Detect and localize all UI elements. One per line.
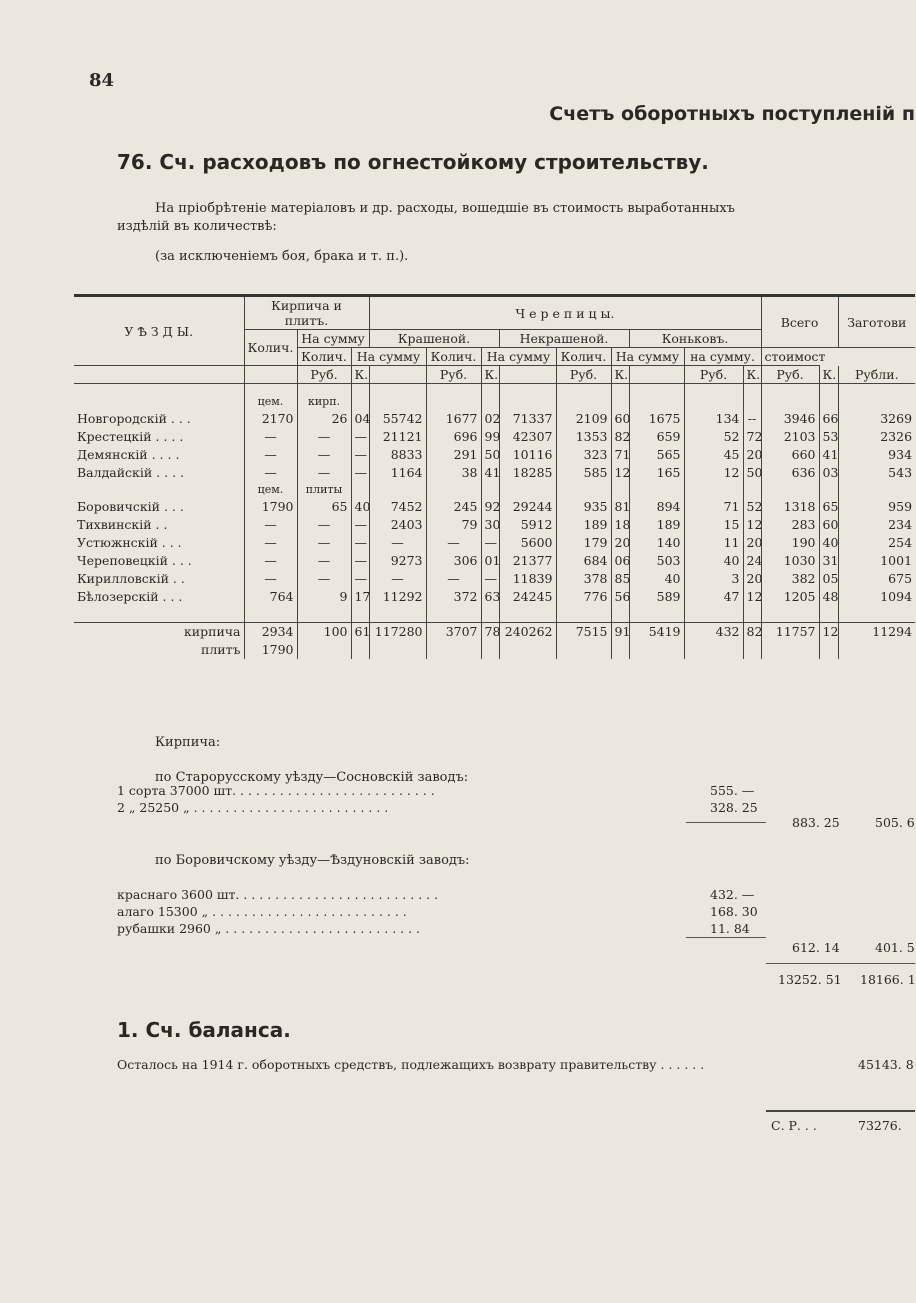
table-cell: — bbox=[351, 516, 369, 534]
table-cell: — bbox=[369, 534, 426, 552]
table-row bbox=[74, 498, 915, 516]
material-label: кирп. bbox=[297, 394, 351, 410]
header-kop-3: К. bbox=[611, 366, 629, 384]
table-cell: 190 bbox=[761, 534, 819, 552]
table-cell: 41 bbox=[481, 464, 499, 482]
table-cell: 306 bbox=[426, 552, 481, 570]
table-cell: 40 bbox=[629, 570, 684, 588]
table-cell: 3707 bbox=[426, 623, 481, 642]
table-cell: 589 bbox=[629, 588, 684, 606]
table-cell: — bbox=[244, 534, 297, 552]
section2-title: 1. Сч. баланса. bbox=[117, 1018, 291, 1042]
table-cell: 378 bbox=[556, 570, 611, 588]
header-konk-kolich: Колич. bbox=[556, 348, 611, 366]
table-cell: 684 bbox=[556, 552, 611, 570]
table-cell: — bbox=[297, 534, 351, 552]
table-cell: 959 bbox=[838, 498, 915, 516]
table-row bbox=[74, 464, 915, 482]
borovich-cost: 401. 5 bbox=[875, 940, 915, 955]
table-cell: 06 bbox=[611, 552, 629, 570]
header-kr-kolich: Колич. bbox=[297, 348, 351, 366]
table-cell bbox=[611, 641, 629, 659]
total-row bbox=[74, 623, 915, 642]
table-cell: 71 bbox=[611, 446, 629, 464]
item-name: краснаго 3600 шт. . . . . . . . . . . . . . . . . . . . . . . . . . bbox=[117, 887, 439, 902]
table-cell: 71337 bbox=[499, 410, 556, 428]
table-cell: 11 bbox=[684, 534, 743, 552]
table-cell: — bbox=[351, 570, 369, 588]
table-cell: 659 bbox=[629, 428, 684, 446]
table-cell: 82 bbox=[611, 428, 629, 446]
table-cell: 52 bbox=[743, 498, 761, 516]
table-cell: 1094 bbox=[838, 588, 915, 606]
group-label-cem-kirp bbox=[74, 394, 915, 410]
staroruss-cost: 505. 6 bbox=[875, 815, 915, 830]
table-cell: 31 bbox=[819, 552, 838, 570]
table-cell: 85 bbox=[611, 570, 629, 588]
table-cell: — bbox=[297, 428, 351, 446]
table-cell: 50 bbox=[481, 446, 499, 464]
table-cell: 11294 bbox=[838, 623, 915, 642]
uezd-name: Валдайскій . . . . bbox=[77, 465, 184, 480]
item-amount: 168. 30 bbox=[710, 904, 758, 919]
table-cell: 12 bbox=[611, 464, 629, 482]
table-cell: — bbox=[369, 570, 426, 588]
table-cell: 18285 bbox=[499, 464, 556, 482]
table-cell: 05 bbox=[819, 570, 838, 588]
table-cell bbox=[819, 641, 838, 659]
table-cell: 5419 bbox=[629, 623, 684, 642]
table-cell: 100 bbox=[297, 623, 351, 642]
table-cell: — bbox=[351, 534, 369, 552]
table-cell: 503 bbox=[629, 552, 684, 570]
table-cell: 5600 bbox=[499, 534, 556, 552]
table-cell: 7452 bbox=[369, 498, 426, 516]
table-cell: 24 bbox=[743, 552, 761, 570]
header-kop-1: К. bbox=[351, 366, 369, 384]
table-cell: 432 bbox=[684, 623, 743, 642]
header-krashenoy: Крашеной. bbox=[369, 330, 499, 348]
header-konk-summa: На сумму bbox=[611, 348, 684, 366]
intro-note: (за исключеніемъ боя, брака и т. п.). bbox=[155, 249, 409, 264]
table-cell: 675 bbox=[838, 570, 915, 588]
kirpicha-label: Кирпича: bbox=[155, 735, 221, 750]
table-cell: 92 bbox=[481, 498, 499, 516]
header-kirpich-kolich: Колич. bbox=[244, 330, 297, 366]
header-kirpich: Кирпича и плитъ. bbox=[244, 296, 369, 330]
page-number: 84 bbox=[89, 70, 115, 91]
table-cell: 21121 bbox=[369, 428, 426, 446]
materials-table bbox=[74, 294, 915, 659]
table-cell: 03 bbox=[819, 464, 838, 482]
table-cell: 52 bbox=[684, 428, 743, 446]
table-cell: 165 bbox=[629, 464, 684, 482]
balance-line: Осталось на 1914 г. оборотныхъ средствъ, подлежащихъ возврату правительству . . . . . . bbox=[117, 1057, 705, 1072]
table-cell: — bbox=[297, 516, 351, 534]
table-cell: 323 bbox=[556, 446, 611, 464]
uezd-name: Тихвинскій . . bbox=[77, 517, 168, 532]
table-cell: 11292 bbox=[369, 588, 426, 606]
material-label: плиты bbox=[297, 482, 351, 498]
table-cell: 585 bbox=[556, 464, 611, 482]
table-cell: — bbox=[244, 516, 297, 534]
table-cell: 283 bbox=[761, 516, 819, 534]
table-cell: — bbox=[244, 570, 297, 588]
table-cell: 1790 bbox=[244, 498, 297, 516]
table-row bbox=[74, 410, 915, 428]
table-cell: 117280 bbox=[369, 623, 426, 642]
table-cell: 660 bbox=[761, 446, 819, 464]
table-cell: 82 bbox=[743, 623, 761, 642]
table-cell bbox=[743, 641, 761, 659]
table-cell: 140 bbox=[629, 534, 684, 552]
table-cell: 696 bbox=[426, 428, 481, 446]
header-rub-2: Руб. bbox=[426, 366, 481, 384]
uezd-name: Бѣлозерскій . . . bbox=[77, 589, 183, 604]
header-kop-5: К. bbox=[819, 366, 838, 384]
table-row bbox=[74, 534, 915, 552]
table-cell bbox=[297, 641, 351, 659]
table-cell: 776 bbox=[556, 588, 611, 606]
table-cell: 12 bbox=[743, 588, 761, 606]
table-cell: — bbox=[481, 570, 499, 588]
item-amount: 11. 84 bbox=[710, 921, 750, 936]
table-cell: 45 bbox=[684, 446, 743, 464]
table-cell: 71 bbox=[684, 498, 743, 516]
intro-line-1: На пріобрѣтеніе матеріаловъ и др. расходы, вошедшіе въ стоимость выработанныхъ bbox=[155, 201, 735, 216]
table-row bbox=[74, 552, 915, 570]
table-cell: — bbox=[351, 446, 369, 464]
table-row bbox=[74, 428, 915, 446]
table-cell: 81 bbox=[611, 498, 629, 516]
uezd-name: Крестецкій . . . . bbox=[77, 429, 184, 444]
uezd-name: Череповецкій . . . bbox=[77, 553, 192, 568]
sp-label: С. Р. . . bbox=[771, 1118, 817, 1133]
table-cell: 291 bbox=[426, 446, 481, 464]
table-cell: 1164 bbox=[369, 464, 426, 482]
section-title: 76. Сч. расходовъ по огнестойкому строительству. bbox=[117, 150, 709, 174]
table-cell: 565 bbox=[629, 446, 684, 464]
header-kirpich-summa: На сумму bbox=[297, 330, 369, 348]
table-cell: — bbox=[351, 464, 369, 482]
header-rub-5: Руб. bbox=[761, 366, 819, 384]
running-head: Счетъ оборотныхъ поступленій п bbox=[549, 103, 915, 125]
table-cell: 1675 bbox=[629, 410, 684, 428]
item-name: 1 сорта 37000 шт. . . . . . . . . . . . . . . . . . . . . . . . . . bbox=[117, 783, 435, 798]
table-cell: — bbox=[481, 534, 499, 552]
table-cell: 179 bbox=[556, 534, 611, 552]
header-nekr-kolich: Колич. bbox=[426, 348, 481, 366]
table-cell: — bbox=[244, 446, 297, 464]
table-cell: 12 bbox=[743, 516, 761, 534]
grand-cost: 18166. 1 bbox=[860, 972, 916, 987]
table-cell: 11757 bbox=[761, 623, 819, 642]
table-cell: — bbox=[426, 534, 481, 552]
uezd-name: Новгородскій . . . bbox=[77, 411, 191, 426]
table-cell: — bbox=[297, 570, 351, 588]
total-row-plity bbox=[74, 641, 915, 659]
table-cell: 1030 bbox=[761, 552, 819, 570]
table-cell: 9 bbox=[297, 588, 351, 606]
table-cell: 26 bbox=[297, 410, 351, 428]
table-cell: 66 bbox=[819, 410, 838, 428]
table-cell: 38 bbox=[426, 464, 481, 482]
header-uezdy: У Ѣ З Д Ы. bbox=[74, 296, 244, 366]
table-cell: 72 bbox=[743, 428, 761, 446]
table-cell: 1318 bbox=[761, 498, 819, 516]
table-cell: 18 bbox=[611, 516, 629, 534]
table-cell: 60 bbox=[611, 410, 629, 428]
borovich-total: 612. 14 bbox=[792, 940, 840, 955]
table-cell: 636 bbox=[761, 464, 819, 482]
table-cell: 234 bbox=[838, 516, 915, 534]
table-cell: 5912 bbox=[499, 516, 556, 534]
table-cell: 48 bbox=[819, 588, 838, 606]
table-cell: 79 bbox=[426, 516, 481, 534]
table-cell bbox=[426, 641, 481, 659]
table-cell: 41 bbox=[819, 446, 838, 464]
table-cell: 245 bbox=[426, 498, 481, 516]
table-cell: 60 bbox=[819, 516, 838, 534]
material-label: цем. bbox=[244, 394, 297, 410]
table-cell: 30 bbox=[481, 516, 499, 534]
table-cell: 2170 bbox=[244, 410, 297, 428]
table-cell: 20 bbox=[743, 446, 761, 464]
material-label: цем. bbox=[244, 482, 297, 498]
table-cell: 134 bbox=[684, 410, 743, 428]
table-cell bbox=[629, 641, 684, 659]
table-cell bbox=[351, 641, 369, 659]
table-cell: 91 bbox=[611, 623, 629, 642]
table-cell: — bbox=[297, 464, 351, 482]
table-cell: 1677 bbox=[426, 410, 481, 428]
table-cell: 12 bbox=[819, 623, 838, 642]
table-cell: 764 bbox=[244, 588, 297, 606]
table-cell: 2103 bbox=[761, 428, 819, 446]
item-amount: 328. 25 bbox=[710, 800, 758, 815]
table-cell: 65 bbox=[297, 498, 351, 516]
table-cell: 9273 bbox=[369, 552, 426, 570]
table-cell: 53 bbox=[819, 428, 838, 446]
table-cell: 50 bbox=[743, 464, 761, 482]
uezd-name: Боровичскій . . . bbox=[77, 499, 184, 514]
table-cell: 99 bbox=[481, 428, 499, 446]
table-cell: — bbox=[351, 428, 369, 446]
table-cell: 20 bbox=[743, 534, 761, 552]
table-cell: 1205 bbox=[761, 588, 819, 606]
table-cell: — bbox=[244, 428, 297, 446]
table-cell bbox=[499, 641, 556, 659]
table-cell: 3946 bbox=[761, 410, 819, 428]
table-cell: 15 bbox=[684, 516, 743, 534]
table-cell: 254 bbox=[838, 534, 915, 552]
balance-value: 45143. 8 bbox=[858, 1057, 914, 1072]
item-name: алаго 15300 „ . . . . . . . . . . . . . . . . . . . . . . . . . bbox=[117, 904, 407, 919]
borovich-label: по Боровичскому уѣзду—Ѣздуновскій заводъ: bbox=[155, 853, 470, 868]
table-cell: 42307 bbox=[499, 428, 556, 446]
uezd-name: Демянскій . . . . bbox=[77, 447, 180, 462]
header-stoimost: стоимост bbox=[761, 348, 819, 366]
header-vsego-summa: на сумму. bbox=[684, 348, 761, 366]
table-row bbox=[74, 570, 915, 588]
table-cell bbox=[369, 641, 426, 659]
table-cell: 29244 bbox=[499, 498, 556, 516]
table-cell: 20 bbox=[743, 570, 761, 588]
header-zagotov: Заготови bbox=[838, 296, 915, 348]
table-cell: 20 bbox=[611, 534, 629, 552]
table-cell: 1790 bbox=[244, 641, 297, 659]
table-cell: — bbox=[244, 464, 297, 482]
uezd-name: Устюжнскій . . . bbox=[77, 535, 182, 550]
table-cell: 24245 bbox=[499, 588, 556, 606]
header-nekr-summa: На сумму bbox=[481, 348, 556, 366]
table-cell: — bbox=[426, 570, 481, 588]
header-rubli: Рубли. bbox=[838, 366, 915, 384]
table-cell: 1001 bbox=[838, 552, 915, 570]
item-amount: 555. — bbox=[710, 783, 755, 798]
table-cell: 189 bbox=[629, 516, 684, 534]
table-row bbox=[74, 446, 915, 464]
table-cell bbox=[684, 641, 743, 659]
header-kop-4: К. bbox=[743, 366, 761, 384]
item-name: рубашки 2960 „ . . . . . . . . . . . . . . . . . . . . . . . . . bbox=[117, 921, 421, 936]
uezd-name: Кирилловскій . . bbox=[77, 571, 185, 586]
intro-line-2: издѣлій въ количествѣ: bbox=[117, 219, 277, 234]
table-cell: 65 bbox=[819, 498, 838, 516]
table-cell: 78 bbox=[481, 623, 499, 642]
table-cell: 3 bbox=[684, 570, 743, 588]
table-cell bbox=[481, 641, 499, 659]
group-label-cem-plity bbox=[74, 482, 915, 498]
table-cell: 1353 bbox=[556, 428, 611, 446]
table-cell bbox=[838, 641, 915, 659]
table-cell: 40 bbox=[351, 498, 369, 516]
table-cell: 04 bbox=[351, 410, 369, 428]
table-cell: 63 bbox=[481, 588, 499, 606]
table-cell: 935 bbox=[556, 498, 611, 516]
table-cell: 8833 bbox=[369, 446, 426, 464]
table-cell: — bbox=[351, 552, 369, 570]
table-cell: 40 bbox=[819, 534, 838, 552]
table-cell: 934 bbox=[838, 446, 915, 464]
table-row bbox=[74, 516, 915, 534]
header-kop-2: К. bbox=[481, 366, 499, 384]
table-cell: 10116 bbox=[499, 446, 556, 464]
header-vsego: Всего bbox=[761, 296, 838, 348]
header-rub-4: Руб. bbox=[684, 366, 743, 384]
header-nekrashenoy: Некрашеной. bbox=[499, 330, 629, 348]
table-cell bbox=[761, 641, 819, 659]
grand-total: 13252. 51 bbox=[778, 972, 842, 987]
table-cell: — bbox=[297, 446, 351, 464]
table-cell: 01 bbox=[481, 552, 499, 570]
table-cell: 2109 bbox=[556, 410, 611, 428]
table-cell: — bbox=[244, 552, 297, 570]
uezd-name: плитъ bbox=[201, 642, 241, 657]
table-cell: 11839 bbox=[499, 570, 556, 588]
header-rub-3: Руб. bbox=[556, 366, 611, 384]
staroruss-total: 883. 25 bbox=[792, 815, 840, 830]
header-rub-1: Руб. bbox=[297, 366, 351, 384]
table-cell bbox=[556, 641, 611, 659]
table-cell: 894 bbox=[629, 498, 684, 516]
table-cell: 21377 bbox=[499, 552, 556, 570]
table-cell: 17 bbox=[351, 588, 369, 606]
table-cell: 382 bbox=[761, 570, 819, 588]
table-cell: 2934 bbox=[244, 623, 297, 642]
table-cell: 55742 bbox=[369, 410, 426, 428]
table-cell: 372 bbox=[426, 588, 481, 606]
item-name: 2 „ 25250 „ . . . . . . . . . . . . . . . . . . . . . . . . . bbox=[117, 800, 389, 815]
table-cell: 7515 bbox=[556, 623, 611, 642]
header-kr-summa: На сумму bbox=[351, 348, 426, 366]
table-cell: 543 bbox=[838, 464, 915, 482]
item-amount: 432. — bbox=[710, 887, 755, 902]
table-cell: 40 bbox=[684, 552, 743, 570]
table-cell: 2326 bbox=[838, 428, 915, 446]
table-cell: 2403 bbox=[369, 516, 426, 534]
table-cell: 240262 bbox=[499, 623, 556, 642]
staroruss-label: по Старорусскому уѣзду—Сосновскій заводъ: bbox=[155, 770, 469, 785]
table-cell: 189 bbox=[556, 516, 611, 534]
table-cell: 3269 bbox=[838, 410, 915, 428]
uezd-name: кирпича bbox=[74, 623, 244, 642]
table-cell: 61 bbox=[351, 623, 369, 642]
table-cell: 12 bbox=[684, 464, 743, 482]
table-cell: 47 bbox=[684, 588, 743, 606]
header-cherepitsy: Ч е р е п и ц ы. bbox=[369, 296, 761, 330]
table-cell: 56 bbox=[611, 588, 629, 606]
table-row bbox=[74, 588, 915, 606]
table-cell: 02 bbox=[481, 410, 499, 428]
table-cell: — bbox=[297, 552, 351, 570]
sp-value: 73276. bbox=[858, 1118, 902, 1133]
table-cell: -- bbox=[743, 410, 761, 428]
header-konkov: Коньковъ. bbox=[629, 330, 761, 348]
